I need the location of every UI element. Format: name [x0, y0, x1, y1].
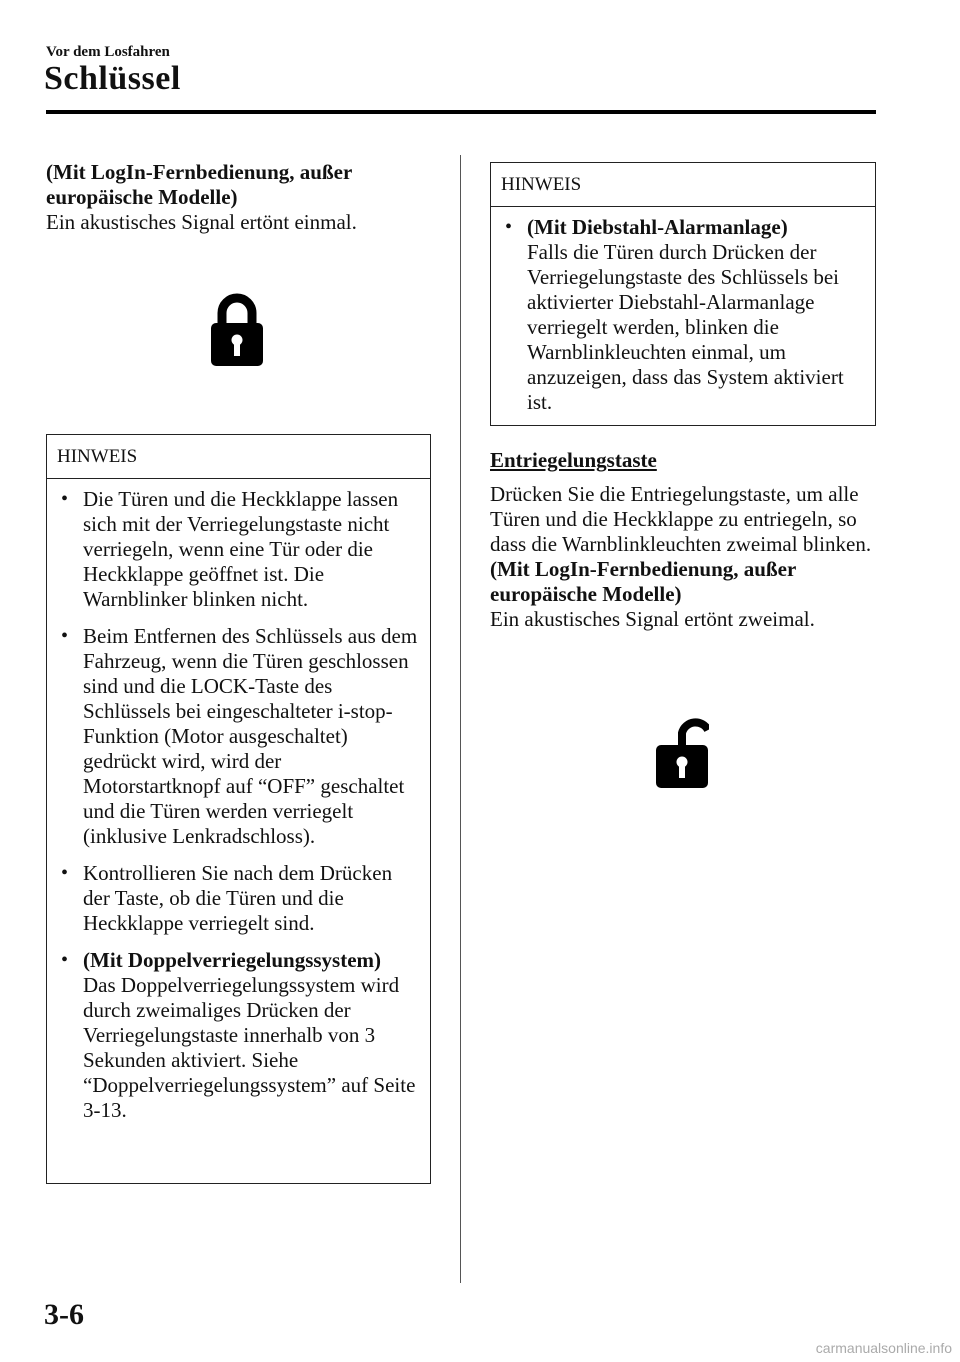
bullet-icon: • — [61, 949, 69, 971]
bullet-icon: • — [505, 216, 513, 238]
left-intro — [46, 160, 426, 235]
note-title: HINWEIS — [491, 163, 875, 207]
note-item-text: Kontrollieren Sie nach dem Drücken der Taste, ob die Türen und die Heckklappe verriegelt sind. — [83, 861, 393, 935]
note-item — [501, 215, 865, 415]
column-divider — [460, 155, 461, 1283]
note-item-text: Beim Entfernen des Schlüssels aus dem Fahrzeug, wenn die Türen geschlossen sind und die LOCK-Taste des Schlüssels bei eingeschalteter i-stop-Funktion (Motor ausgeschaltet) gedrückt wird, wird der Motorstartknopf auf “OFF” geschaltet und die Türen werden verriegelt (inklusive Lenkradschloss). — [83, 624, 418, 848]
lock-closed-icon — [210, 293, 264, 367]
note-item — [57, 861, 420, 936]
note-item-text: Falls die Türen durch Drücken der Verriegelungstaste des Schlüssels bei aktivierter Diebstahl-Alarmanlage verriegelt werden, blinken die Warnblinkleuchten einmal, um anzuzeigen, dass das System aktiviert ist. — [527, 240, 844, 414]
note-box-right — [490, 162, 876, 426]
page-number: 3-6 — [44, 1298, 84, 1331]
bullet-icon: • — [61, 862, 69, 884]
right-body — [490, 482, 875, 632]
note-box-left — [46, 434, 431, 1184]
note-item-text: Die Türen und die Heckklappe lassen sich mit der Verriegelungstaste nicht verriegeln, wenn eine Tür oder die Heckklappe geöffnet ist. Die Warnblinker blinken nicht. — [83, 487, 399, 611]
sub-note-text: Ein akustisches Signal ertönt zweimal. — [490, 607, 815, 631]
watermark: carmanualsonline.info — [815, 1340, 952, 1356]
note-title: HINWEIS — [47, 435, 430, 479]
note-item — [57, 948, 420, 1123]
lock-open-icon — [655, 713, 709, 789]
intro-heading: (Mit LogIn-Fernbedienung, außer europäische Modelle) — [46, 160, 352, 209]
heading-rule — [46, 110, 876, 114]
body-text: Drücken Sie die Entriegelungstaste, um alle Türen und die Heckklappe zu entriegeln, so dass die Warnblinkleuchten zweimal blinken. — [490, 482, 872, 556]
bullet-icon: • — [61, 488, 69, 510]
section-subheading: Entriegelungstaste — [490, 448, 657, 472]
note-item — [57, 624, 420, 849]
section-label: Vor dem Losfahren — [46, 44, 170, 60]
bullet-icon: • — [61, 625, 69, 647]
note-item — [57, 487, 420, 612]
intro-text: Ein akustisches Signal ertönt einmal. — [46, 210, 357, 234]
note-item-heading: (Mit Diebstahl-Alarmanlage) — [527, 215, 788, 239]
note-item-text: Das Doppelverriegelungssystem wird durch zweimaliges Drücken der Verriegelungstaste innerhalb von 3 Sekunden aktiviert. Siehe “Doppelverriegelungssystem” auf Seite 3-13. — [83, 973, 416, 1122]
sub-note-heading: (Mit LogIn-Fernbedienung, außer europäische Modelle) — [490, 557, 796, 606]
note-item-heading: (Mit Doppelverriegelungssystem) — [83, 948, 382, 972]
page-title: Schlüssel — [44, 60, 181, 97]
